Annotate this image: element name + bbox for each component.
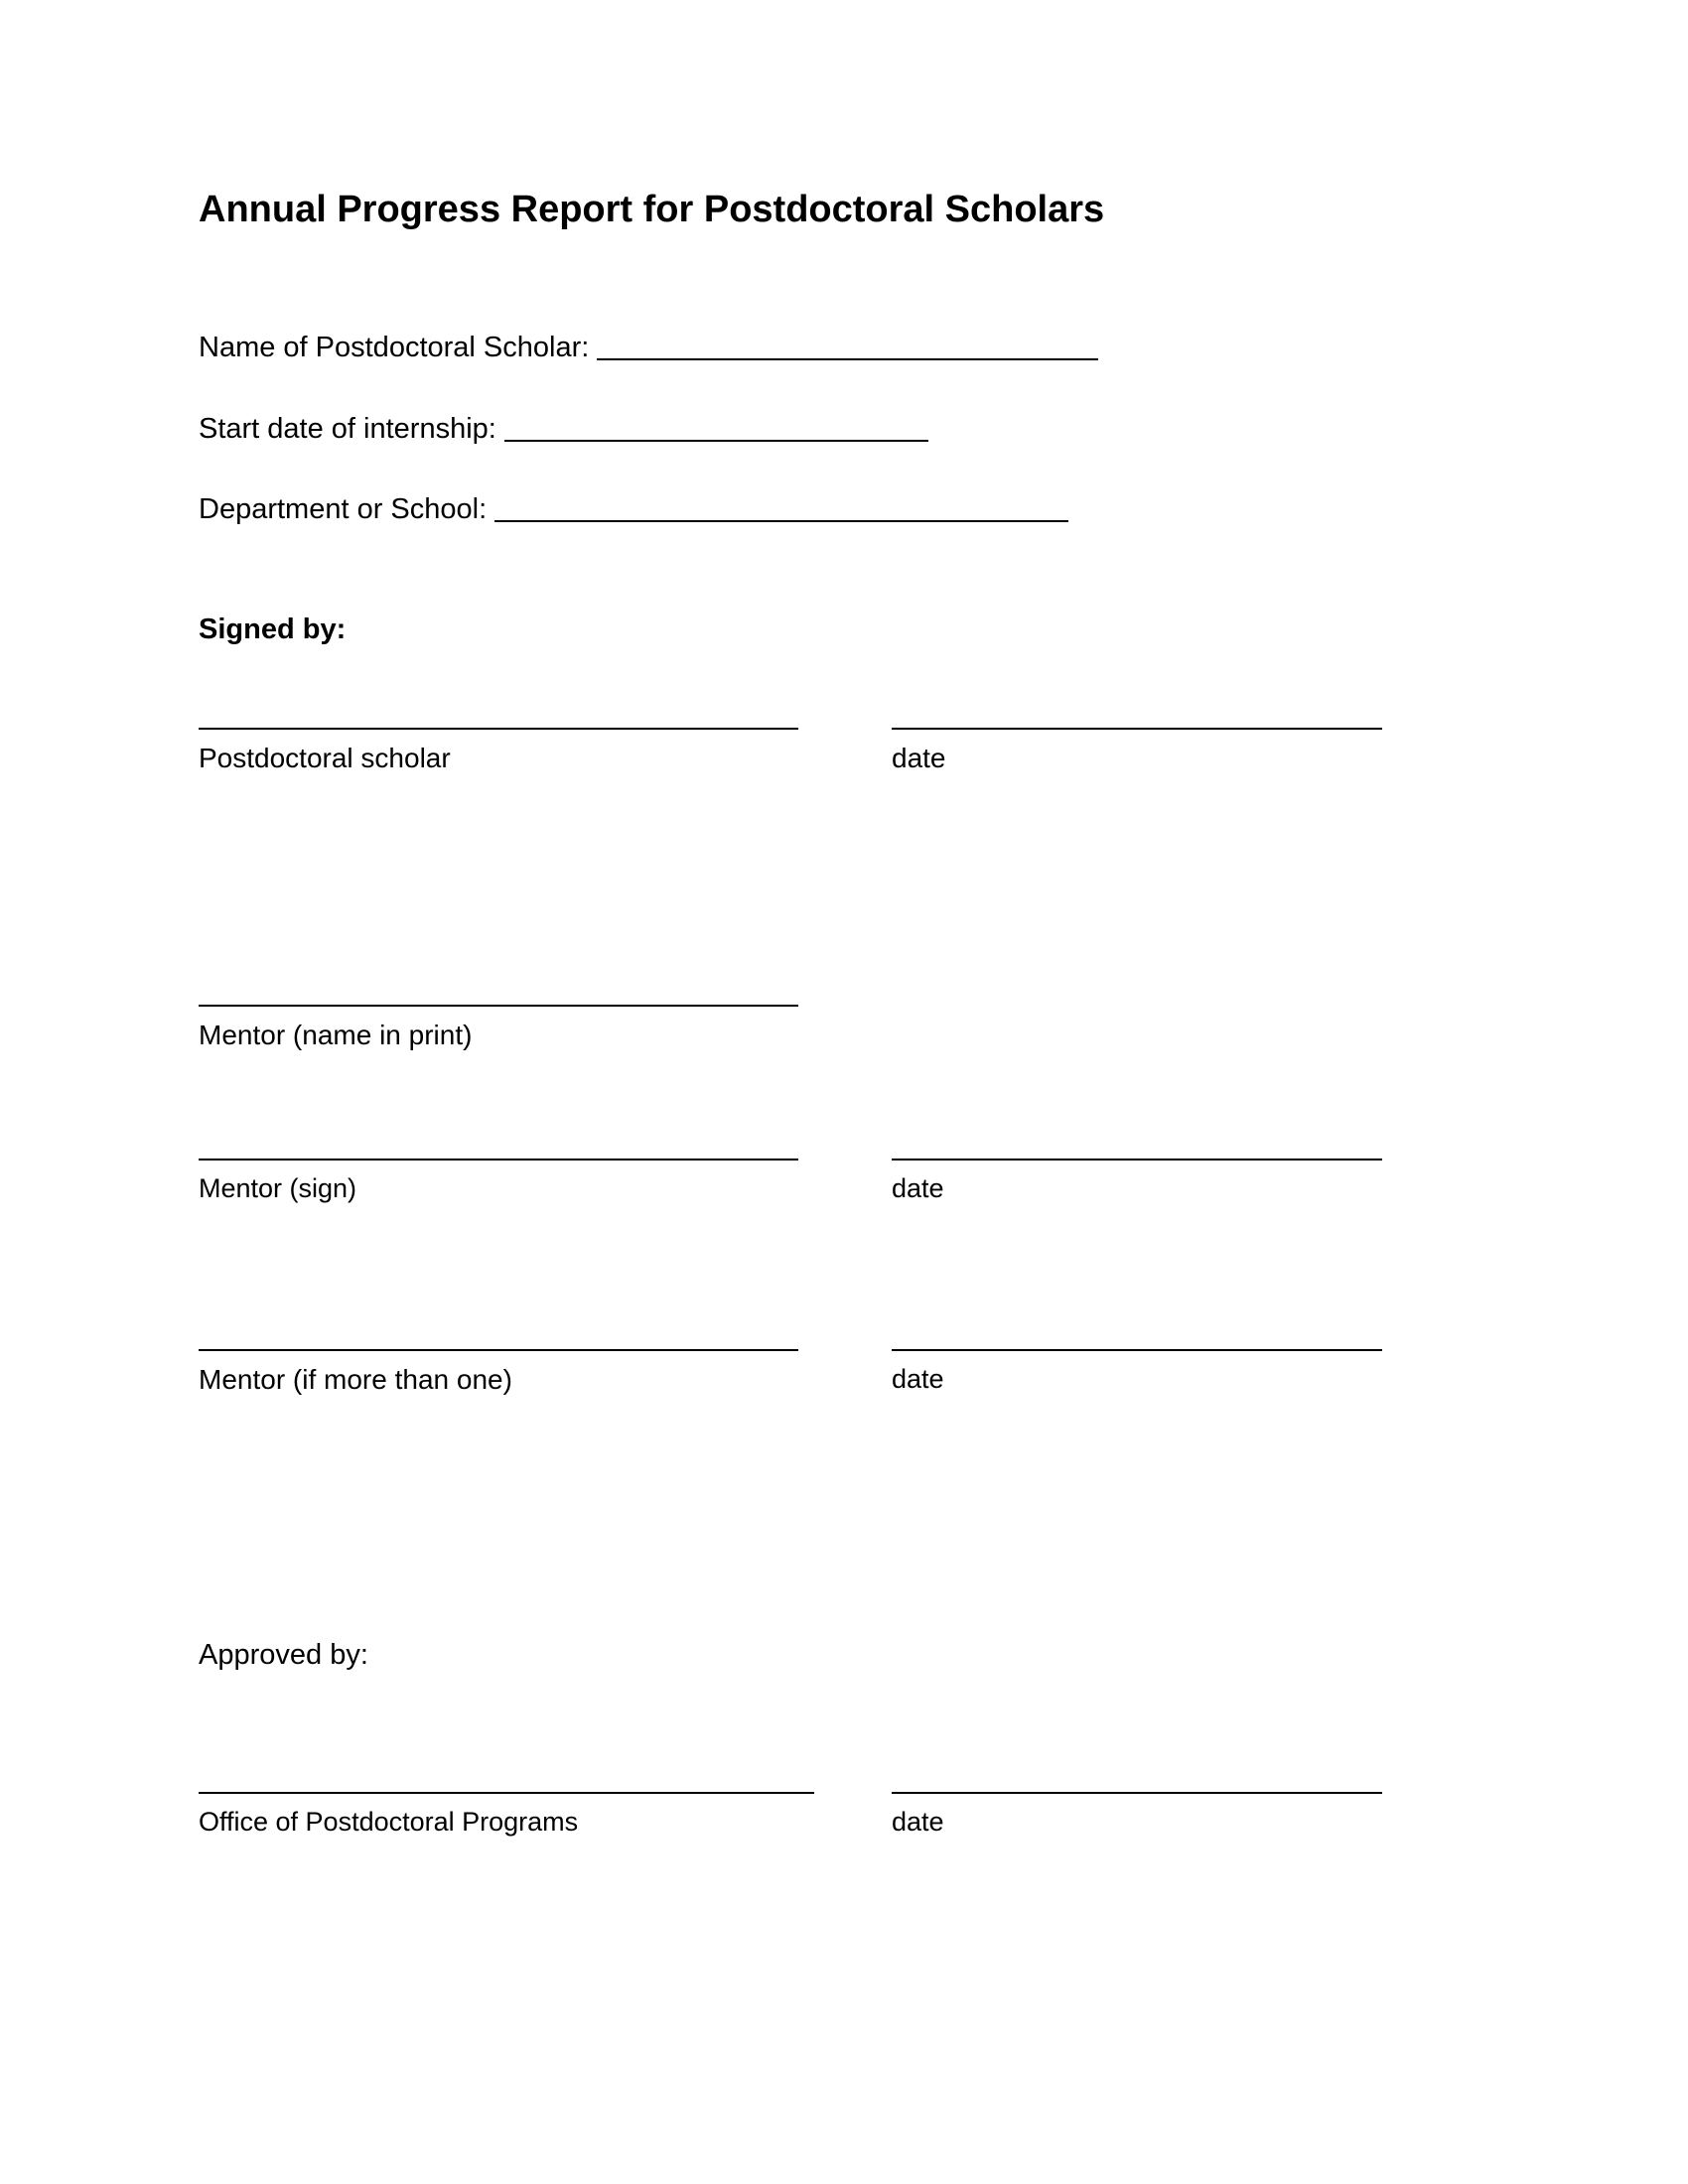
field-start-date-label: Start date of internship: [199,413,496,445]
field-scholar-name-blank[interactable] [597,356,1098,360]
postdoc-date-line[interactable] [892,728,1382,730]
field-start-date [199,413,928,446]
postdoc-signature-line[interactable] [199,728,798,730]
mentor-print-line[interactable] [199,1005,798,1007]
mentor-sign-caption: Mentor (sign) [199,1173,357,1203]
mentor-print-caption: Mentor (name in print) [199,1020,473,1050]
signed-by-heading: Signed by: [199,614,347,645]
postdoc-date-caption: date [892,743,946,773]
mentor-extra-line[interactable] [199,1349,798,1351]
field-department-blank[interactable] [494,518,1068,522]
field-start-date-blank[interactable] [504,438,928,442]
office-signature-line[interactable] [199,1792,814,1794]
office-date-line[interactable] [892,1792,1382,1794]
postdoc-signature-caption: Postdoctoral scholar [199,743,451,773]
mentor-sign-date-line[interactable] [892,1159,1382,1160]
mentor-extra-date-caption: date [892,1364,944,1394]
mentor-sign-line[interactable] [199,1159,798,1160]
document-title: Annual Progress Report for Postdoctoral Scholars [199,189,1105,230]
approved-by-heading: Approved by: [199,1639,368,1671]
mentor-sign-date-caption: date [892,1173,944,1203]
office-signature-caption: Office of Postdoctoral Programs [199,1807,579,1837]
mentor-extra-caption: Mentor (if more than one) [199,1364,512,1395]
mentor-extra-date-line[interactable] [892,1349,1382,1351]
field-department [199,493,1068,526]
field-scholar-name [199,332,1098,364]
field-department-label: Department or School: [199,493,488,525]
office-date-caption: date [892,1807,944,1837]
field-scholar-name-label: Name of Postdoctoral Scholar: [199,332,590,363]
